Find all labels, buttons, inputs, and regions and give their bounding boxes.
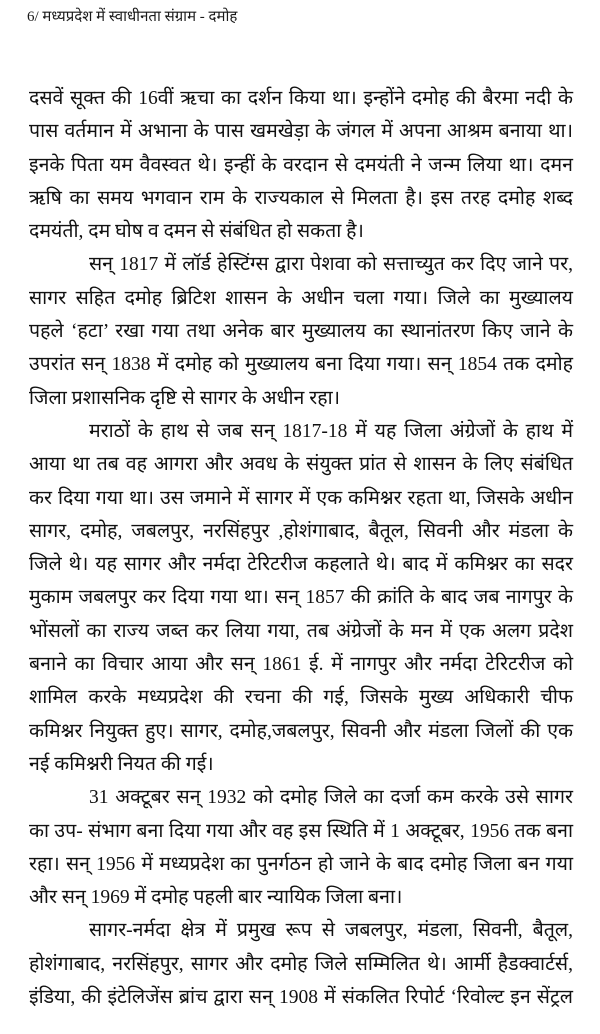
text-line: उपरांत सन् 1838 में दमोह को मुख्यालय बना दिया गया। सन् 1854 तक दमोह bbox=[29, 354, 573, 376]
text-line: कर दिया गया था। उस जमाने में सागर में एक कमिश्नर रहता था, जिसके अधीन bbox=[29, 487, 573, 509]
paragraph bbox=[29, 914, 573, 1014]
text-line: दसवें सूक्त की 16वीं ऋचा का दर्शन किया था। इन्होंने दमोह की बैरमा नदी के bbox=[29, 88, 573, 109]
text-line: पास वर्तमान में अभाना के पास खमखेड़ा के जंगल में अपना आश्रम बनाया था। bbox=[29, 121, 573, 143]
text-line: इनके पिता यम वैवस्वत थे। इन्हीं के वरदान से दमयंती ने जन्म लिया था। दमन bbox=[29, 154, 573, 176]
text-line: इंडिया, की इंटेलिजेंस ब्रांच द्वारा सन् 1908 में संकलित रिपोर्ट ‘रिवोल्ट इन सेंट्रल bbox=[29, 987, 573, 1009]
text-line: 31 अक्टूबर सन् 1932 को दमोह जिले का दर्जा कम करके उसे सागर bbox=[89, 787, 573, 809]
text-line: होशंगाबाद, नरसिंहपुर, सागर और दमोह जिले सम्मिलित थे। आर्मी हैडक्वार्टर्स, bbox=[29, 953, 573, 975]
paragraph bbox=[29, 415, 573, 781]
paragraph bbox=[29, 781, 573, 914]
text-line: भोंसलों का राज्य जब्त कर लिया गया, तब अंग्रेजों के मन में एक अलग प्रदेश bbox=[29, 620, 573, 642]
text-line: सागर-नर्मदा क्षेत्र में प्रमुख रूप से जबलपुर, मंडला, सिवनी, बैतूल, bbox=[89, 920, 573, 942]
text-line: सन् 1817 में लॉर्ड हेस्टिंग्स द्वारा पेशवा को सत्ताच्युत कर दिए जाने पर, bbox=[89, 254, 573, 276]
text-line: ऋषि का समय भगवान राम के राज्यकाल से मिलता है। इस तरह दमोह शब्द bbox=[29, 187, 573, 209]
text-line: बनाने का विचार आया और सन् 1861 ई. में नागपुर और नर्मदा टेरिटरीज को bbox=[29, 654, 573, 676]
text-line: शामिल करके मध्यप्रदेश की रचना की गई, जिसके मुख्य अधिकारी चीफ bbox=[29, 687, 573, 709]
text-line: पहले ‘हटा’ रखा गया तथा अनेक बार मुख्यालय का स्थानांतरण किए जाने के bbox=[29, 321, 573, 343]
text-line: दमयंती, दम घोष व दमन से संबंधित हो सकता है। bbox=[29, 221, 364, 243]
text-line: सागर सहित दमोह ब्रिटिश शासन के अधीन चला गया। जिले का मुख्यालय bbox=[29, 287, 573, 309]
text-line: जिले थे। यह सागर और नर्मदा टेरिटरीज कहलाते थे। बाद में कमिश्नर का सदर bbox=[29, 554, 573, 576]
text-line: कमिश्नर नियुक्त हुए। सागर, दमोह,जबलपुर, सिवनी और मंडला जिलों की एक bbox=[29, 720, 573, 742]
text-line: मराठों के हाथ से जब सन् 1817-18 में यह जिला अंग्रेजों के हाथ में bbox=[89, 420, 573, 442]
text-line: आया था तब वह आगरा और अवध के संयुक्त प्रांत से शासन के लिए संबंधित bbox=[29, 454, 573, 476]
text-line: सागर, दमोह, जबलपुर, नरसिंहपुर ,होशंगाबाद, बैतूल, सिवनी और मंडला के bbox=[29, 520, 573, 542]
text-line: मुकाम जबलपुर कर दिया गया था। सन् 1857 की क्रांति के बाद जब नागपुर के bbox=[29, 587, 573, 609]
paragraph bbox=[29, 248, 573, 414]
running-head: 6/ मध्यप्रदेश में स्वाधीनता संग्राम - दमोह bbox=[27, 9, 238, 25]
text-line: जिला प्रशासनिक दृष्टि से सागर के अधीन रहा। bbox=[29, 387, 341, 409]
text-line: रहा। सन् 1956 में मध्यप्रदेश का पुनर्गठन हो जाने के बाद दमोह जिला बन गया bbox=[29, 853, 573, 875]
text-line: का उप- संभाग बना दिया गया और वह इस स्थिति में 1 अक्टूबर, 1956 तक बना bbox=[29, 820, 573, 842]
page-body-text bbox=[29, 82, 573, 1014]
paragraph bbox=[29, 82, 573, 248]
text-line: नई कमिश्नरी नियत की गई। bbox=[29, 753, 214, 775]
text-line: और सन् 1969 में दमोह पहली बार न्यायिक जिला बना। bbox=[29, 887, 403, 909]
